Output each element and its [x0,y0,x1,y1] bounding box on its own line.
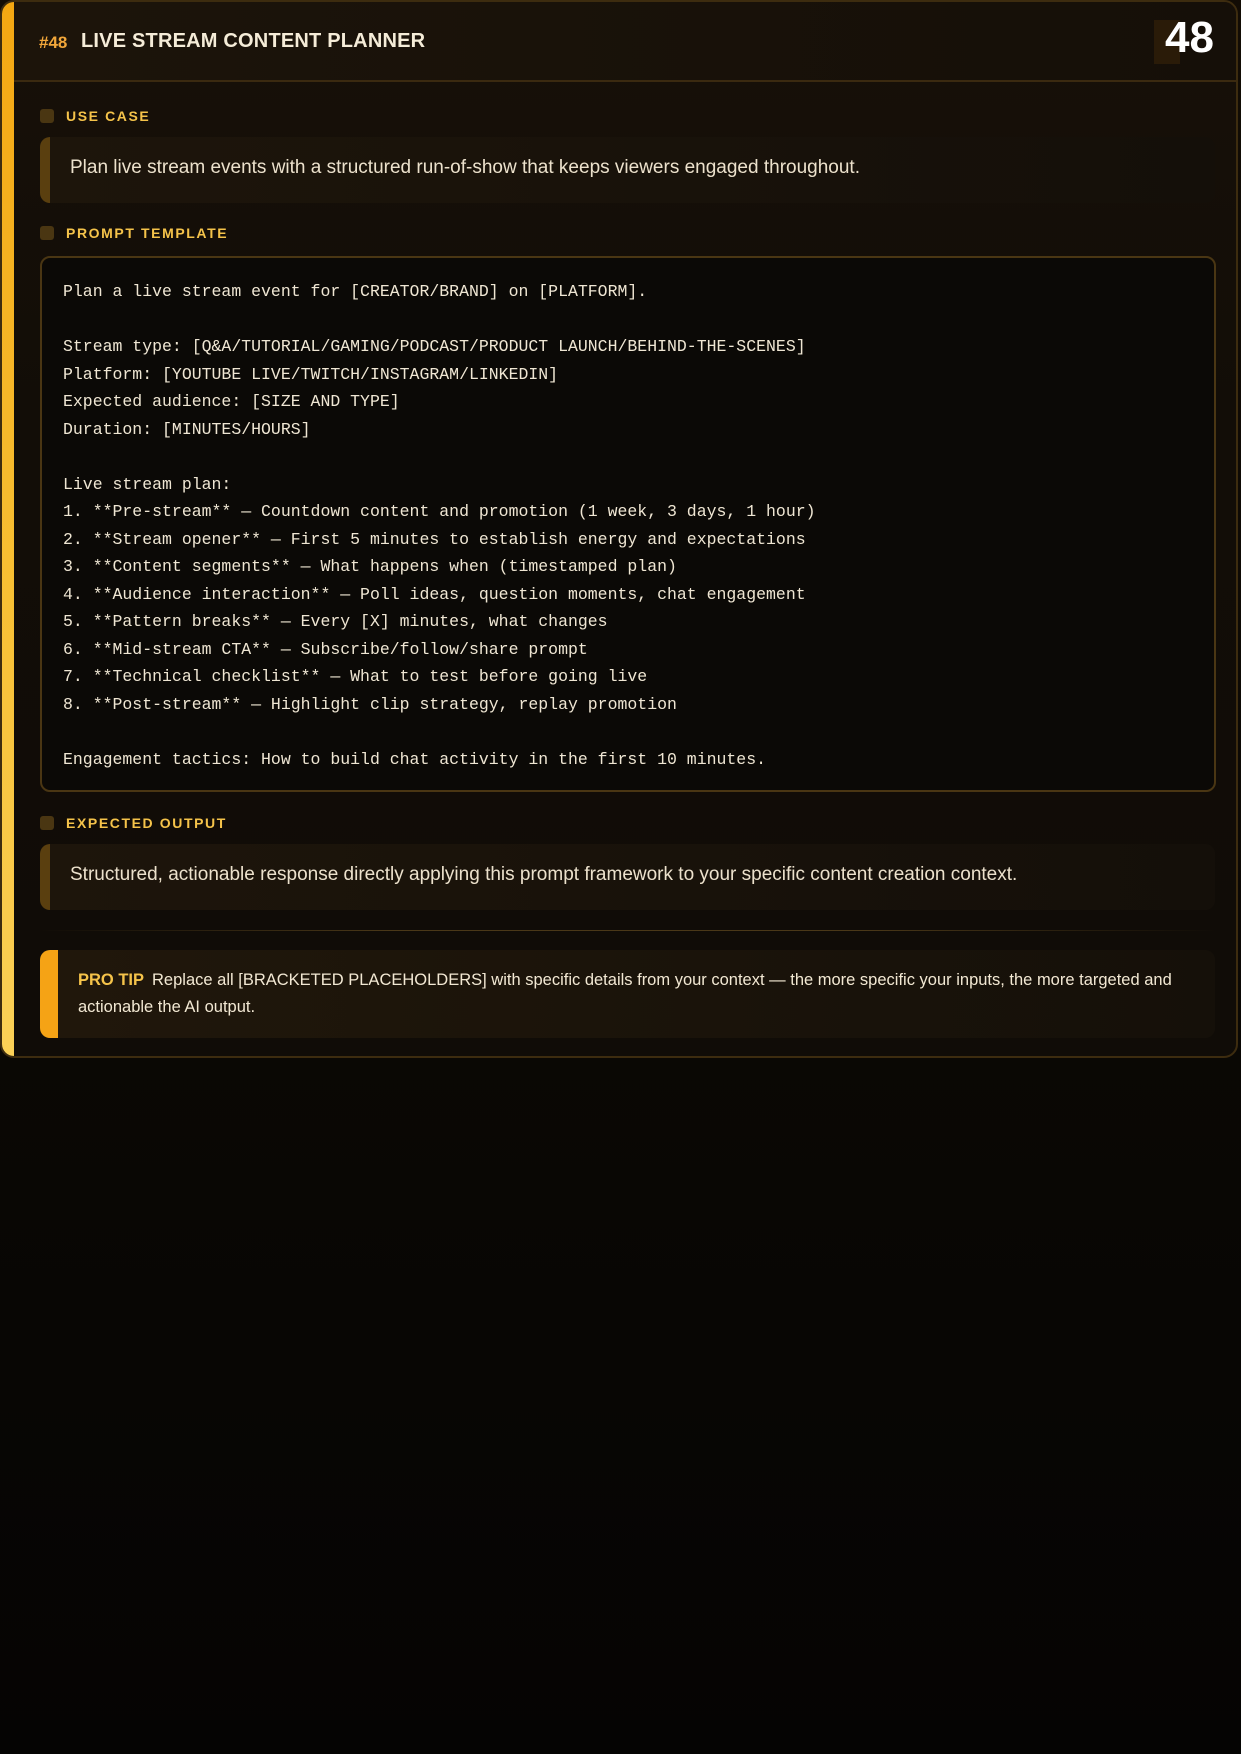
code-line: Stream type: [Q&A/TUTORIAL/GAMING/PODCAST/PRODUCT LAUNCH/BEHIND-THE-SCENES] [63,337,806,356]
code-line [63,443,1193,471]
code-line: 5. **Pattern breaks** — Every [X] minutes, what changes [63,612,608,631]
expected-output-label: EXPECTED OUTPUT [66,815,227,831]
pro-tip-label: PRO TIP [78,971,145,989]
code-line: 6. **Mid-stream CTA** — Subscribe/follow/share prompt [63,639,588,659]
pro-tip-content [78,967,1185,1021]
expected-output-text: Structured, actionable response directly applying this prompt framework to your specific content creation context. [70,864,1018,885]
expected-output-heading [40,815,227,831]
code-line: 1. **Pre-stream** — Countdown content and promotion (1 week, 3 days, 1 hour) [63,502,816,521]
prompt-number-tag: #48 [39,33,68,52]
pro-tip-text: Replace all [BRACKETED PLACEHOLDERS] with specific details from your context — the more specific your inputs, the more targeted and actionable the AI output. [78,971,1172,1016]
use-case-label: USE CASE [66,108,151,124]
prompt-number-badge: 48 [1165,13,1214,62]
section-divider [40,930,1215,931]
section-square-icon [40,109,54,123]
expected-output-box [40,844,1215,910]
use-case-box [40,137,1215,203]
code-line: 8. **Post-stream** — Highlight clip strategy, replay promotion [63,694,677,714]
page-title: LIVE STREAM CONTENT PLANNER [81,30,426,52]
code-line: 7. **Technical checklist** — What to test before going live [63,667,648,686]
prompt-template-label: PROMPT TEMPLATE [66,225,229,241]
pro-tip-box [40,950,1215,1038]
section-square-icon [40,226,54,240]
use-case-text: Plan live stream events with a structured run-of-show that keeps viewers engaged throughout. [70,157,860,178]
code-line [63,718,1193,746]
code-line: 2. **Stream opener** — First 5 minutes to establish energy and expectations [63,529,806,549]
code-line: Platform: [YOUTUBE LIVE/TWITCH/INSTAGRAM/LINKEDIN] [63,364,559,384]
card-header [14,2,1236,82]
code-line: 3. **Content segments** — What happens when (timestamped plan) [63,557,677,576]
use-case-heading [40,108,150,124]
code-line: 4. **Audience interaction** — Poll ideas, question moments, chat engagement [63,584,806,604]
code-line: Engagement tactics: How to build chat activity in the first 10 minutes. [63,749,767,769]
code-line [63,306,1193,334]
section-square-icon [40,816,54,830]
code-line: Expected audience: [SIZE AND TYPE] [63,392,400,411]
code-line: Duration: [MINUTES/HOURS] [63,419,311,439]
accent-bar [2,2,14,1056]
code-line: Plan a live stream event for [CREATOR/BRAND] on [PLATFORM]. [63,282,648,301]
code-line: Live stream plan: [63,474,232,494]
prompt-template-code-block[interactable] [40,256,1216,792]
prompt-template-heading [40,225,228,241]
